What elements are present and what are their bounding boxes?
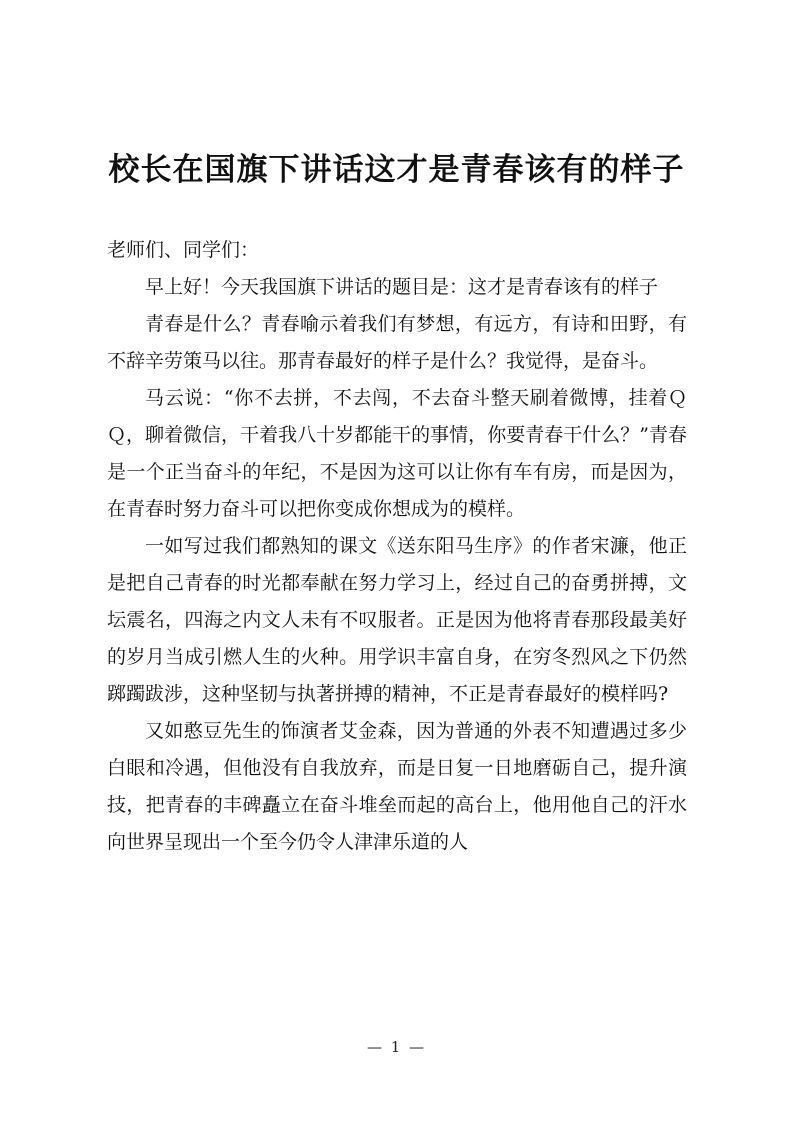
salutation: 老师们、同学们： [107,239,260,261]
paragraph-what-is-youth: 青春是什么？青春喻示着我们有梦想，有远方，有诗和田野，有不辞辛劳策马以往。那青春最好的样子是什么？我觉得，是奋斗。 [107,313,687,372]
paragraph-greeting: 早上好！今天我国旗下讲话的题目是：这才是青春该有的样子 [145,276,659,298]
document-body [107,232,687,861]
document-title: 校长在国旗下讲话这才是青春该有的样子 [108,152,685,188]
paragraph-jack-ma-quote: 马云说：“你不去拼，不去闯，不去奋斗整天刷着微博，挂着ＱＱ，聊着微信，干着我八十岁都能干的事情，你要青春干什么？”青春是一个正当奋斗的年纪，不是因为这可以让你有车有房，而是因为，在青春时努力奋斗可以把你变成你想成为的模样。 [107,387,687,520]
page-number: — 1 — [366,1038,427,1056]
paragraph-song-lian: 一如写过我们都熟知的课文《送东阳马生序》的作者宋濂，他正是把自己青春的时光都奉献在努力学习上，经过自己的奋勇拼搏，文坛震名，四海之内文人未有不叹服者。正是因为他将青春那段最美好的岁月当成引燃人生的火种。用学识丰富自身，在穷冬烈风之下仍然踯躅跋涉，这种坚韧与执著拼搏的精神，不正是青春最好的模样吗? [107,535,687,705]
paragraph-atkinson: 又如憨豆先生的饰演者艾金森，因为普通的外表不知遭遇过多少白眼和冷遇，但他没有自我放弃，而是日复一日地磨砺自己，提升演技，把青春的丰碑矗立在奋斗堆垒而起的高台上，他用他自己的汗水向世界呈现出一个至今仍令人津津乐道的人 [107,720,687,853]
